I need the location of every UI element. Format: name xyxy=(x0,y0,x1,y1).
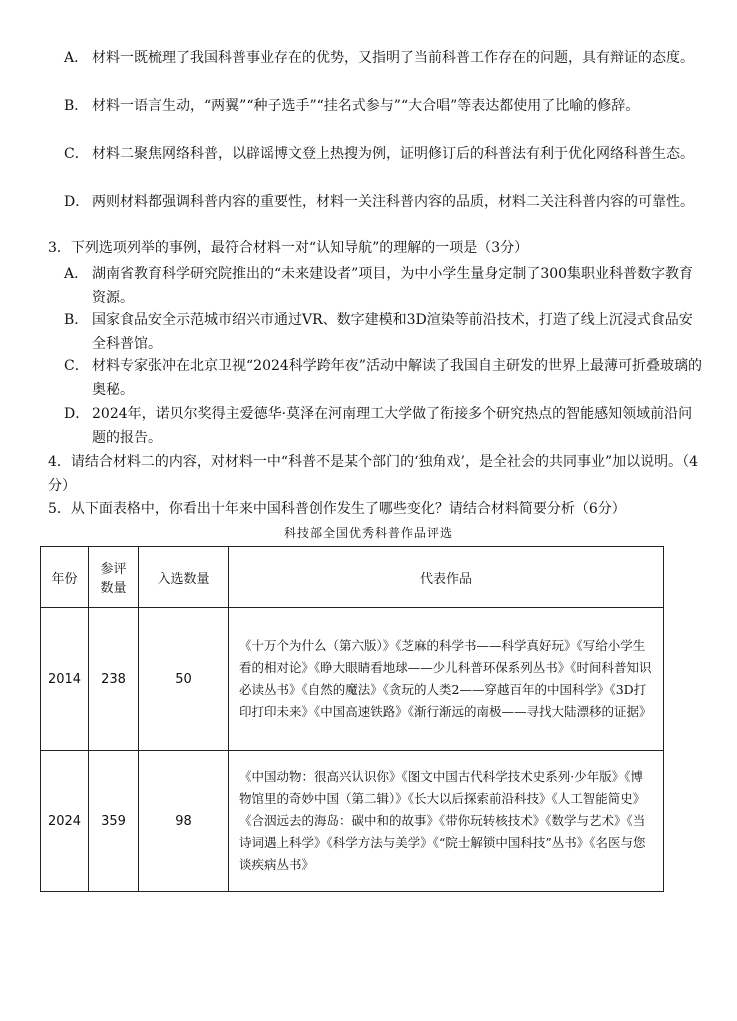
option-text: 湖南省教育科学研究院推出的“未来建设者”项目，为中小学生量身定制了300集职业科普数字教育资源。 xyxy=(92,266,694,306)
q3-option-d xyxy=(64,402,704,450)
q2-option-b xyxy=(64,94,704,118)
q3-option-a xyxy=(64,262,704,310)
header-selected: 入选数量 xyxy=(139,547,229,608)
option-label: B． xyxy=(64,98,89,114)
table-header-row xyxy=(41,547,664,608)
table-caption: 科技部全国优秀科普作品评选 xyxy=(283,526,453,540)
q2-option-d xyxy=(64,190,704,214)
option-text: 国家食品安全示范城市绍兴市通过VR、数字建模和3D渲染等前沿技术，打造了线上沉浸式食品安全科普馆。 xyxy=(92,312,693,352)
cell-count: 359 xyxy=(89,751,139,892)
header-count: 参评数量 xyxy=(89,547,139,608)
option-label: D． xyxy=(64,194,90,210)
option-text: 材料一语言生动，“两翼”“种子选手”“挂名式参与”“大合唱”等表达都使用了比喻的修辞。 xyxy=(92,98,640,114)
header-works: 代表作品 xyxy=(229,547,664,608)
cell-year: 2024 xyxy=(41,751,89,892)
question-3-stem: 3．下列选项列举的事例，最符合材料一对“认知导航”的理解的一项是（3分） xyxy=(48,240,529,256)
option-text: 材料专家张冲在北京卫视“2024科学跨年夜”活动中解读了我国自主研发的世界上最薄可折叠玻璃的奥秘。 xyxy=(92,358,702,398)
option-label: B． xyxy=(64,312,89,328)
table-row xyxy=(41,608,664,751)
q3-option-b xyxy=(64,308,704,356)
option-text: 2024年，诺贝尔奖得主爱德华·莫泽在河南理工大学做了衔接多个研究热点的智能感知领域前沿问题的报告。 xyxy=(92,406,693,446)
table-row xyxy=(41,751,664,892)
question-5: 5．从下面表格中，你看出十年来中国科普创作发生了哪些变化？请结合材料简要分析（6分） xyxy=(48,501,626,517)
cell-works: 《中国动物：很高兴认识你》《图文中国古代科学技术史系列·少年版》《博物馆里的奇妙中国（第二辑）》《长大以后探索前沿科技》《人工智能简史》《合洇远去的海岛：碳中和的故事》《带你玩转核技术》《数学与艺术》《当诗词遇上科学》《科学方法与美学》《“院士解锁中国科技”丛书》《名医与您谈疾病丛书》 xyxy=(229,751,664,892)
option-label: C． xyxy=(64,358,89,374)
option-text: 两则材料都强调科普内容的重要性，材料一关注科普内容的品质，材料二关注科普内容的可靠性。 xyxy=(92,194,694,210)
cell-count: 238 xyxy=(89,608,139,751)
header-year: 年份 xyxy=(41,547,89,608)
q2-option-a xyxy=(64,46,704,70)
q2-option-c xyxy=(64,142,704,166)
option-label: C． xyxy=(64,146,89,162)
cell-year: 2014 xyxy=(41,608,89,751)
option-label: A． xyxy=(64,50,89,66)
option-label: A． xyxy=(64,266,89,282)
cell-selected: 98 xyxy=(139,751,229,892)
works-table xyxy=(40,546,664,892)
option-text: 材料一既梳理了我国科普事业存在的优势，又指明了当前科普工作存在的问题，具有辩证的态度。 xyxy=(92,50,694,66)
option-text: 材料二聚焦网络科普，以辟谣博文登上热搜为例，证明修订后的科普法有利于优化网络科普生态。 xyxy=(92,146,694,162)
cell-selected: 50 xyxy=(139,608,229,751)
question-4: 4．请结合材料二的内容，对材料一中“科普不是某个部门的‘独角戏’，是全社会的共同事业”加以说明。（4分） xyxy=(48,454,699,494)
option-label: D． xyxy=(64,406,90,422)
cell-works: 《十万个为什么（第六版）》《芝麻的科学书——科学真好玩》《写给小学生看的相对论》《睁大眼睛看地球——少儿科普环保系列丛书》《时间科普知识必读丛书》《自然的魔法》《贪玩的人类2——穿越百年的中国科学》《3D打印打印未来》《中国高速铁路》《渐行渐远的南极——寻找大陆漂移的证据》 xyxy=(229,608,664,751)
q3-option-c xyxy=(64,354,704,402)
